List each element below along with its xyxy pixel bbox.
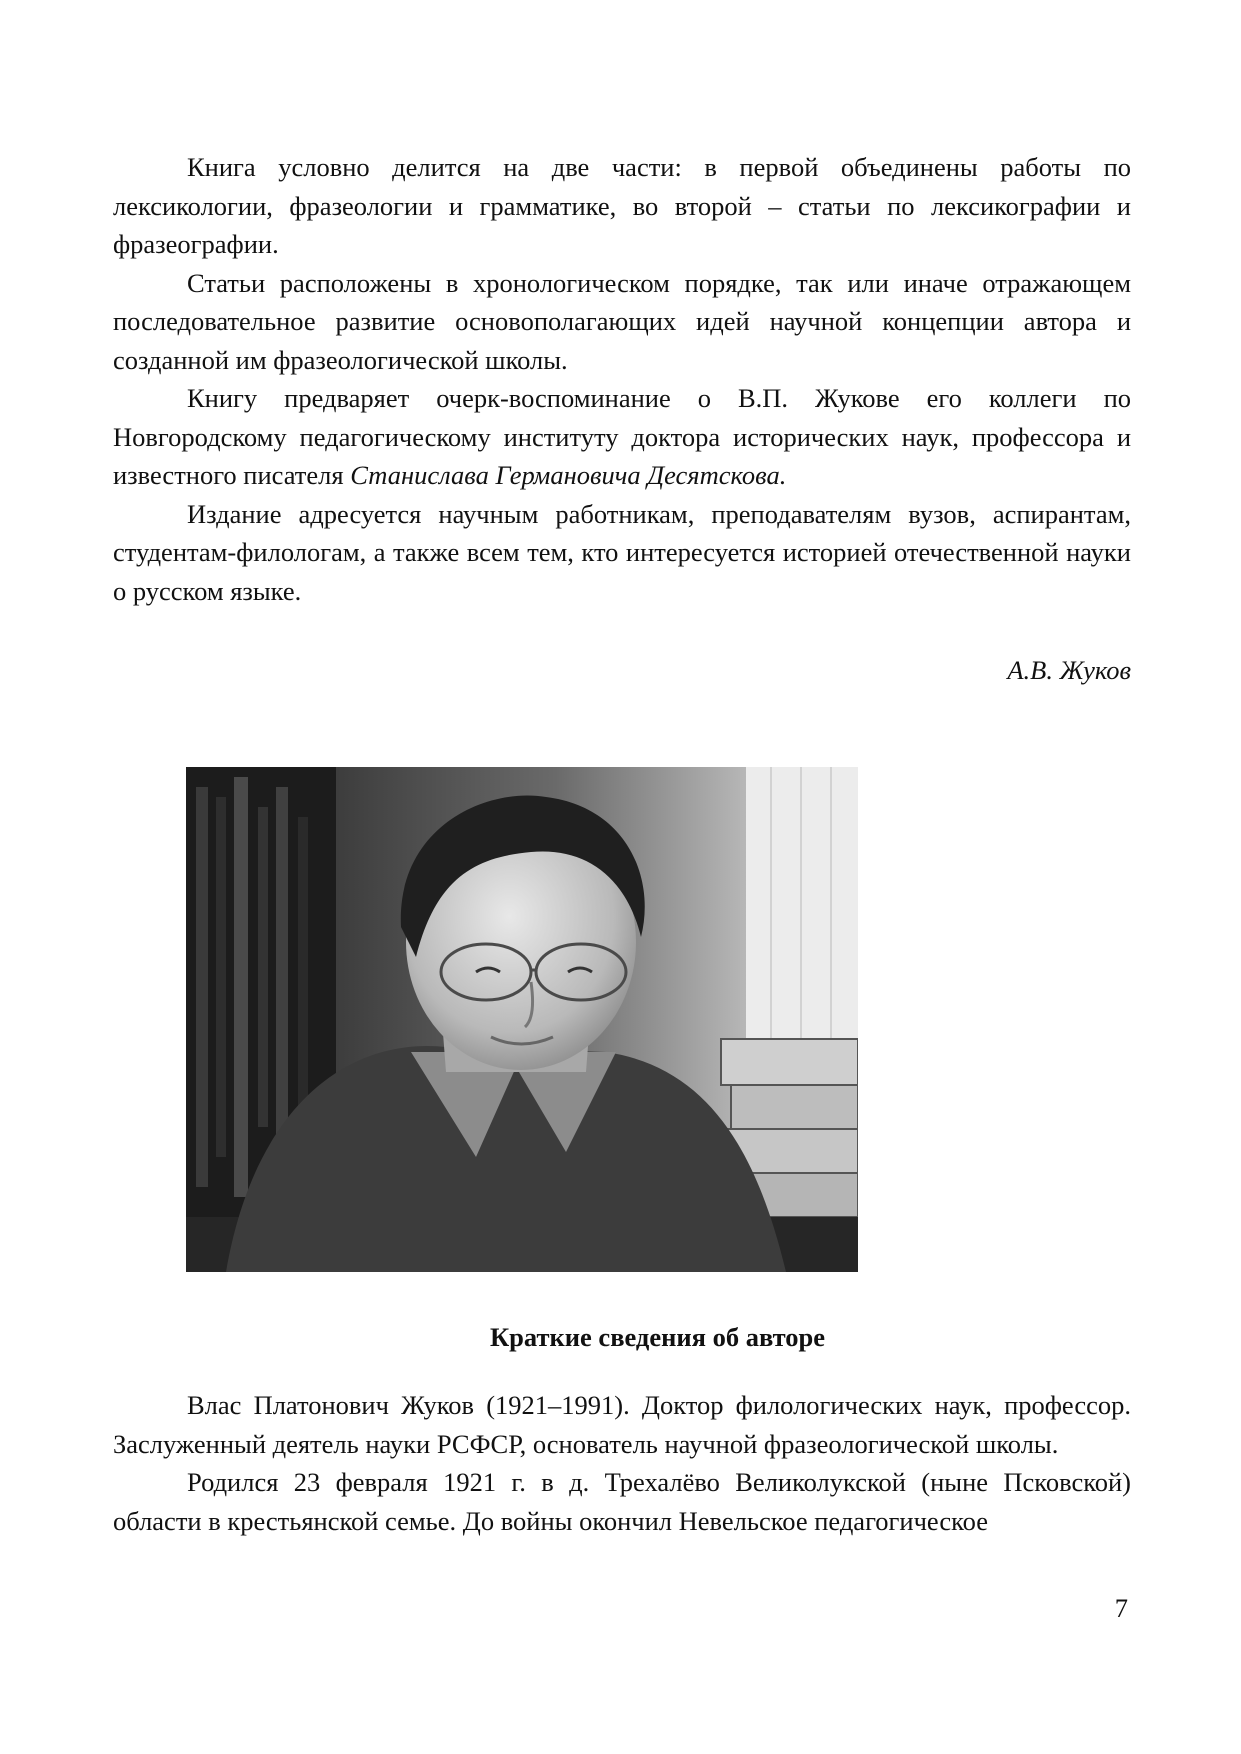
bio-text: [113, 1386, 1131, 1540]
author-portrait-photo: [186, 767, 858, 1272]
author-colleague-name: Станислава Германовича Десятскова.: [350, 460, 787, 490]
bio-paragraph-2: Родился 23 февраля 1921 г. в д. Трехалёво Великолукской (ныне Псковской) области в крестьянской семье. До войны окончил Невельское педагогическое: [113, 1467, 1131, 1536]
bio-paragraph-1: Влас Платонович Жуков (1921–1991). Доктор филологических наук, профессор. Заслуженный деятель науки РСФСР, основатель научной фразеологической школы.: [113, 1390, 1131, 1459]
intro-paragraph-3-text: Книгу предваряет очерк-воспоминание о В.П. Жукове его коллеги по Новгородскому педагогическому институту доктора исторических наук, профессора и известного писателя: [113, 383, 1131, 490]
portrait-illustration: [186, 767, 858, 1272]
page-number: 7: [1114, 1593, 1128, 1623]
intro-text: [113, 148, 1131, 610]
intro-paragraph-1: Книга условно делится на две части: в первой объединены работы по лексикологии, фразеологии и грамматике, во второй – статьи по лексикографии и фразеографии.: [113, 152, 1131, 259]
intro-paragraph-3: [113, 379, 1131, 495]
bio-heading: Краткие сведения об авторе: [489, 1322, 826, 1352]
intro-paragraph-2: Статьи расположены в хронологическом порядке, так или иначе отражающем последовательное развитие основополагающих идей научной концепции автора и созданной им фразеологической школы.: [113, 267, 1131, 375]
signature: А.В. Жуков: [1007, 655, 1131, 685]
intro-paragraph-4: Издание адресуется научным работникам, преподавателям вузов, аспирантам, студентам-филологам, а также всем тем, кто интересуется историей отечественной науки о русском языке.: [113, 498, 1131, 606]
